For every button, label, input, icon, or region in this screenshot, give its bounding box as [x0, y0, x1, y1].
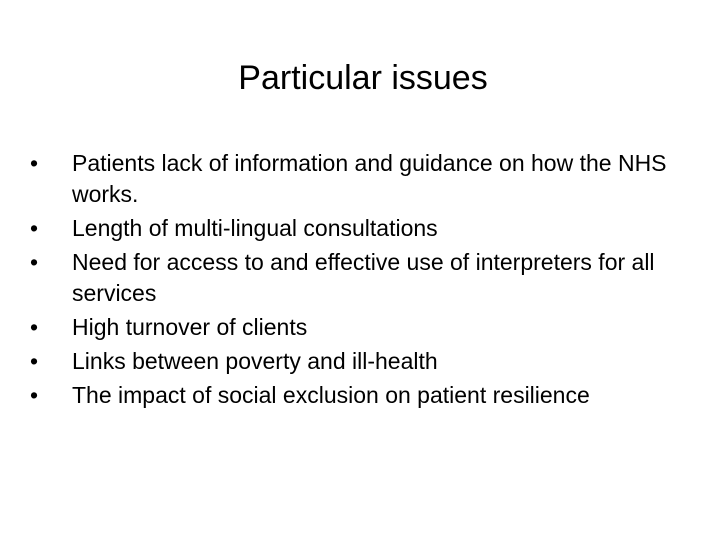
bullet-icon: • [30, 249, 39, 275]
bullet-icon: • [30, 382, 39, 408]
slide-title: Particular issues [238, 59, 488, 97]
bullet-list [30, 148, 680, 414]
list-item [30, 380, 680, 411]
bullet-text: Length of multi-lingual consultations [72, 215, 438, 241]
list-item [30, 346, 680, 377]
list-item [30, 247, 680, 309]
bullet-text: Need for access to and effective use of interpreters for all services [72, 249, 655, 306]
bullet-text: Links between poverty and ill-health [72, 348, 438, 374]
list-item [30, 213, 680, 244]
list-item [30, 148, 680, 210]
bullet-text: Patients lack of information and guidance on how the NHS works. [72, 150, 667, 207]
bullet-icon: • [30, 215, 39, 241]
bullet-icon: • [30, 314, 39, 340]
bullet-icon: • [30, 348, 39, 374]
bullet-text: High turnover of clients [72, 314, 308, 340]
bullet-icon: • [30, 150, 39, 176]
bullet-text: The impact of social exclusion on patient resilience [72, 382, 590, 408]
list-item [30, 312, 680, 343]
